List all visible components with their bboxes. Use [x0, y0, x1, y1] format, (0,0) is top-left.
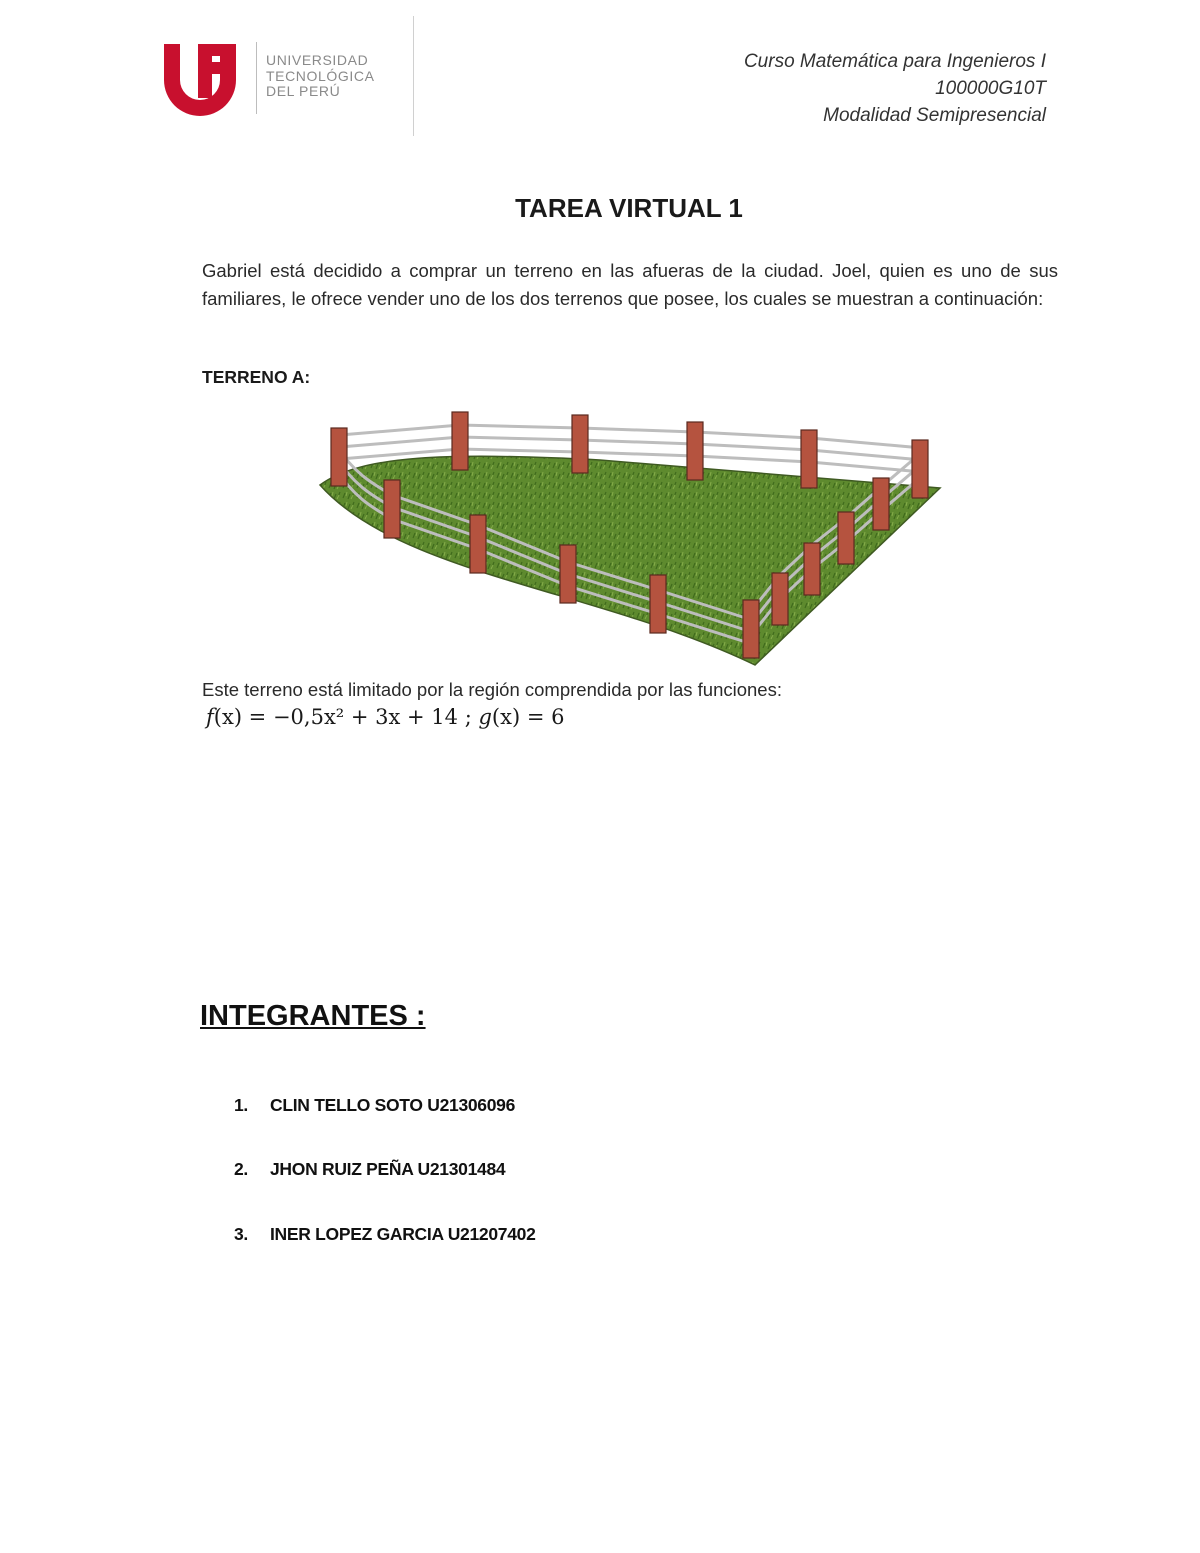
member-name: JHON RUIZ PEÑA U21301484: [270, 1159, 506, 1179]
member-number: 1.: [234, 1095, 248, 1115]
course-info: [744, 48, 1046, 129]
member-name: CLIN TELLO SOTO U21306096: [270, 1095, 516, 1115]
member-name: INER LOPEZ GARCIA U21207402: [270, 1224, 536, 1244]
fenced-terrain-illustration: [300, 400, 960, 675]
university-name-line: TECNOLÓGICA: [266, 67, 375, 84]
member-number: 3.: [234, 1224, 248, 1244]
g-expression: (x) = 6: [491, 705, 565, 729]
integrantes-heading: INTEGRANTES :: [200, 1000, 426, 1032]
terreno-label: TERRENO A:: [202, 367, 311, 387]
limit-description: Este terreno está limitado por la región comprendida por las funciones:: [202, 679, 782, 700]
university-name-line: UNIVERSIDAD: [266, 52, 369, 68]
university-name-line: DEL PERÚ: [266, 83, 341, 99]
course-modality: Modalidad Semipresencial: [823, 105, 1046, 126]
function-formula: [206, 705, 564, 729]
page-title: TAREA VIRTUAL 1: [515, 193, 743, 223]
member-item: [234, 1224, 536, 1245]
g-symbol: g: [478, 705, 492, 729]
header-divider: [413, 16, 414, 136]
f-expression: (x) = −0,5x² + 3x + 14 ;: [213, 705, 479, 729]
member-number: 2.: [234, 1159, 248, 1179]
member-item: [234, 1095, 515, 1116]
f-symbol: f: [206, 705, 214, 729]
logo-divider: [256, 42, 257, 114]
intro-paragraph: Gabriel está decidido a comprar un terreno en las afueras de la ciudad. Joel, quien es uno de sus familiares, le ofrece vender uno de los dos terrenos que posee, los cuales se muestran a continuación:: [202, 260, 1058, 309]
course-code: 100000G10T: [935, 78, 1046, 99]
university-name: [266, 53, 375, 100]
member-item: [234, 1159, 505, 1180]
course-name: Curso Matemática para Ingenieros I: [743, 51, 1046, 72]
